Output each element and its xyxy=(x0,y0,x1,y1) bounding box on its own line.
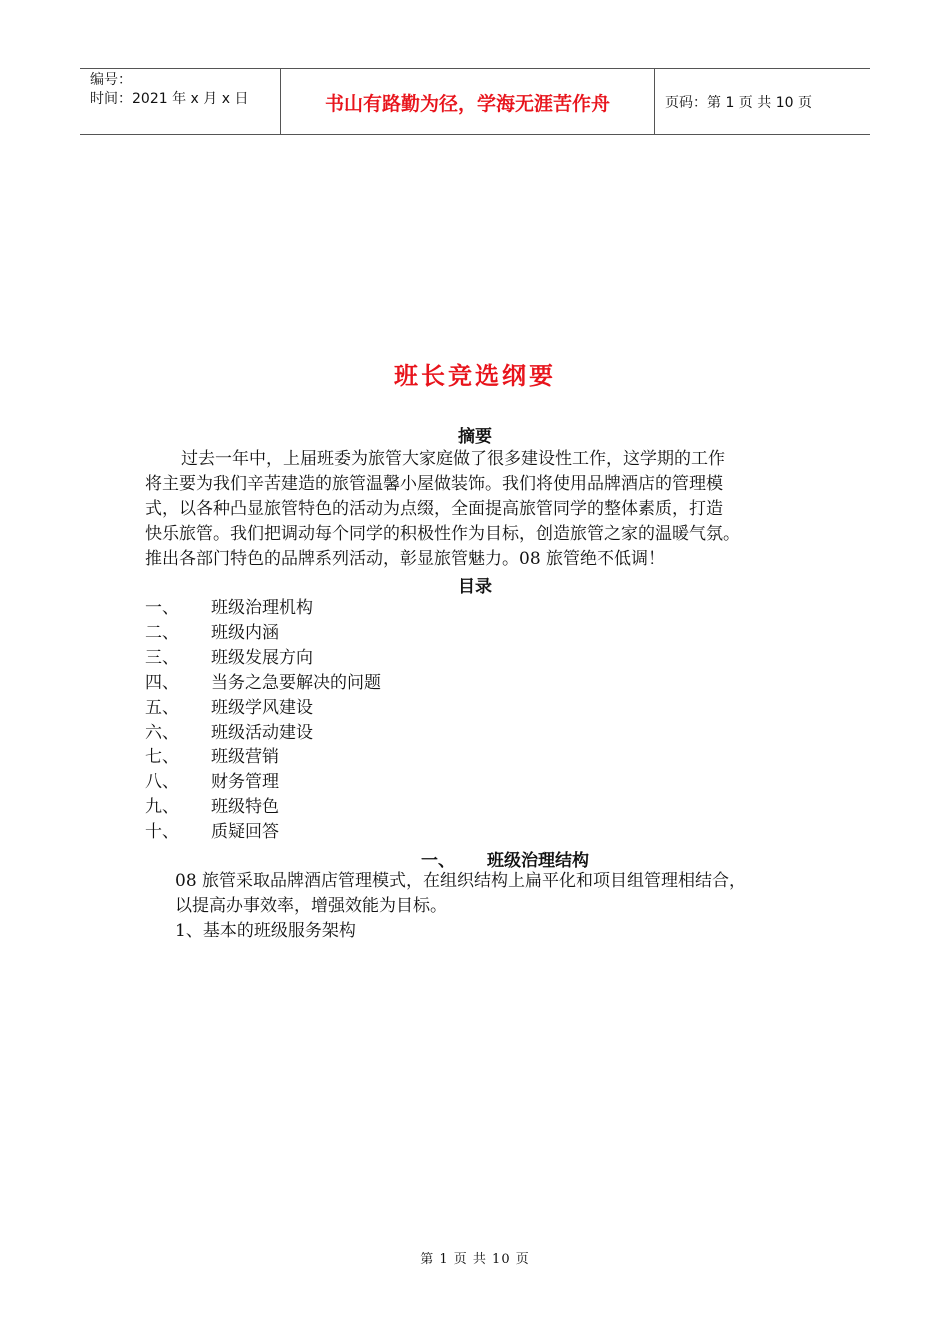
doc-time-label: 时间：2021 年 x 月 x 日 xyxy=(90,91,249,107)
toc-item-number: 三、 xyxy=(145,647,179,668)
header-motto: 书山有路勤为径，学海无涯苦作舟 xyxy=(281,69,655,134)
abstract-line: 过去一年中，上届班委为旅管大家庭做了很多建设性工作，这学期的工作 xyxy=(181,449,725,469)
abstract-line: 将主要为我们辛苦建造的旅管温馨小屋做装饰。我们将使用品牌酒店的管理模 xyxy=(145,474,723,494)
section-body xyxy=(175,869,835,944)
toc-item-number: 八、 xyxy=(145,772,179,793)
toc-item-number: 四、 xyxy=(145,672,179,693)
toc-item-label: 班级活动建设 xyxy=(211,722,313,743)
toc-item-label: 当务之急要解决的问题 xyxy=(211,672,381,693)
section-line: 以提高办事效率，增强效能为目标。 xyxy=(175,896,447,916)
toc-item[interactable] xyxy=(145,820,645,845)
abstract-heading: 摘要 xyxy=(458,427,492,447)
toc-item[interactable] xyxy=(145,795,645,820)
section-heading xyxy=(0,846,950,871)
section-line: 1、基本的班级服务架构 xyxy=(175,921,356,941)
toc-item-number: 九、 xyxy=(145,797,179,818)
abstract-line: 式，以各种凸显旅管特色的活动为点缀，全面提高旅管同学的整体素质，打造 xyxy=(145,499,723,519)
toc-item-number: 六、 xyxy=(145,722,179,743)
abstract-line: 快乐旅管。我们把调动每个同学的积极性作为目标，创造旅管之家的温暖气氛。 xyxy=(145,524,740,544)
toc-item[interactable] xyxy=(145,721,645,746)
toc-item-label: 班级治理机构 xyxy=(211,598,313,618)
toc-item-number: 七、 xyxy=(145,747,179,768)
toc-item-number: 二、 xyxy=(145,622,179,643)
toc-item[interactable] xyxy=(145,770,645,795)
table-of-contents xyxy=(145,596,645,845)
section-heading-text: 班级治理结构 xyxy=(487,851,589,871)
toc-item-label: 班级特色 xyxy=(211,797,279,818)
toc-item[interactable] xyxy=(145,671,645,696)
toc-item-label: 质疑回答 xyxy=(211,822,279,843)
toc-item-number: 一、 xyxy=(145,598,179,618)
document-title: 班长竞选纲要 xyxy=(394,362,556,390)
toc-item[interactable] xyxy=(145,745,645,770)
doc-number-label: 编号： xyxy=(90,72,132,88)
toc-item-label: 财务管理 xyxy=(211,772,279,793)
toc-item-label: 班级学风建设 xyxy=(211,697,313,718)
toc-heading: 目录 xyxy=(458,577,492,597)
header-table xyxy=(80,68,870,135)
toc-item-label: 班级内涵 xyxy=(211,622,279,643)
toc-item[interactable] xyxy=(145,621,645,646)
toc-item-number: 五、 xyxy=(145,697,179,718)
section-line: 08 旅管采取品牌酒店管理模式，在组织结构上扁平化和项目组管理相结合， xyxy=(175,871,747,891)
toc-item-label: 班级发展方向 xyxy=(211,647,313,668)
toc-item[interactable] xyxy=(145,696,645,721)
toc-item-label: 班级营销 xyxy=(211,747,279,768)
abstract-line: 推出各部门特色的品牌系列活动，彰显旅管魅力。08 旅管绝不低调！ xyxy=(145,549,666,569)
toc-item[interactable] xyxy=(145,646,645,671)
toc-item[interactable] xyxy=(145,596,645,621)
section-heading-number: 一、 xyxy=(421,851,455,871)
header-meta-cell xyxy=(80,69,281,134)
toc-item-number: 十、 xyxy=(145,822,179,843)
header-page-info: 页码：第 1 页 共 10 页 xyxy=(665,94,812,111)
page-footer: 第 1 页 共 10 页 xyxy=(420,1252,530,1267)
abstract-body xyxy=(145,447,825,572)
